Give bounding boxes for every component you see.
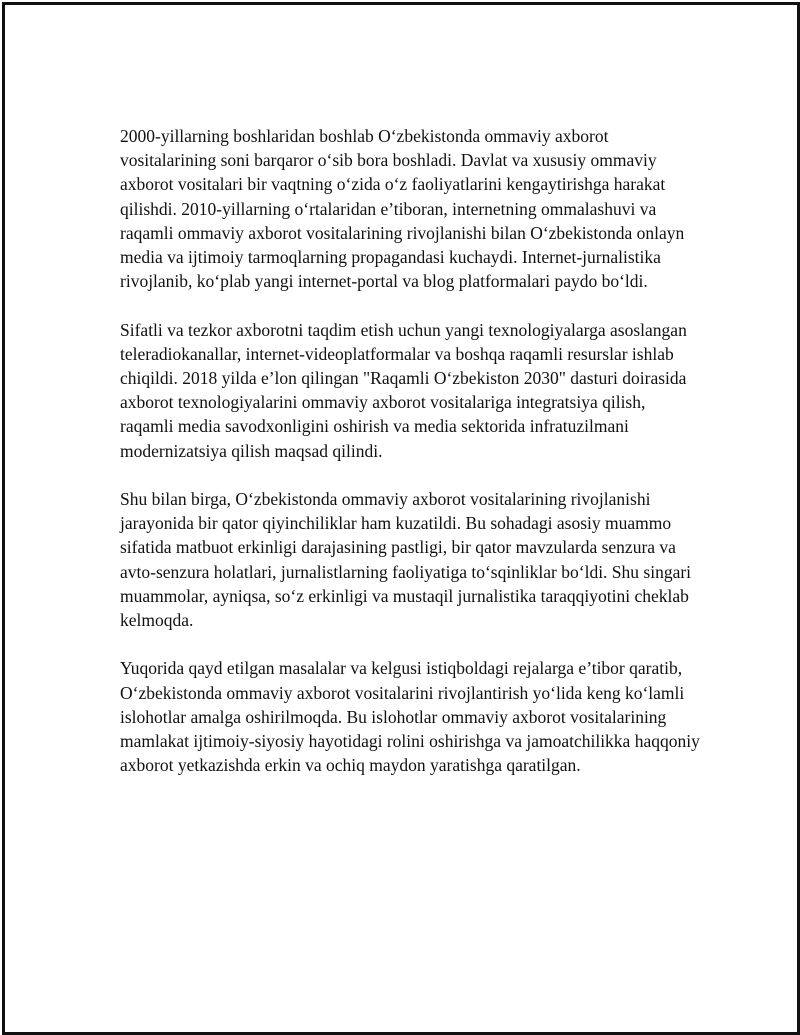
document-body — [120, 124, 700, 802]
paragraph-4: Yuqorida qayd etilgan masalalar va kelgusi istiqboldagi rejalarga e’tibor qaratib, O‘zbekistonda ommaviy axborot vositalarini rivojlantirish yo‘lida keng ko‘lamli islohotlar amalga oshirilmoqda. Bu islohotlar ommaviy axborot vositalarining mamlakat ijtimoiy-siyosiy hayotidagi rolini oshirishga va jamoatchilikka haqqoniy axborot yetkazishda erkin va ochiq maydon yaratishga qaratilgan. — [120, 658, 700, 776]
page-frame — [2, 2, 800, 1035]
paragraph-2: Sifatli va tezkor axborotni taqdim etish uchun yangi texnologiyalarga asoslangan teleradiokanallar, internet-videoplatformalar va boshqa raqamli resurslar ishlab chiqildi. 2018 yilda e’lon qilingan "Raqamli O‘zbekiston 2030" dasturi doirasida axborot texnologiyalarini ommaviy axborot vositalariga integratsiya qilish, raqamli media savodxonligini oshirish va media sektorida infratuzilmani modernizatsiya qilish maqsad qilindi. — [120, 319, 687, 461]
paragraph-3: Shu bilan birga, O‘zbekistonda ommaviy axborot vositalarining rivojlanishi jarayonida bir qator qiyinchiliklar ham kuzatildi. Bu sohadagi asosiy muammo sifatida matbuot erkinligi darajasining pastligi, bir qator mavzularda senzura va avto-senzura holatlari, jurnalistlarning faoliyatiga to‘sqinliklar bo‘ldi. Shu singari muammolar, ayniqsa, so‘z erkinligi va mustaqil jurnalistika taraqqiyotini cheklab kelmoqda. — [120, 489, 692, 631]
paragraph-1: 2000-yillarning boshlaridan boshlab O‘zbekistonda ommaviy axborot vositalarining soni barqaror o‘sib bora boshladi. Davlat va xususiy ommaviy axborot vositalari bir vaqtning o‘zida o‘z faoliyatlarini kengaytirishga harakat qilishdi. 2010-yillarning o‘rtalaridan e’tiboran, internetning ommalashuvi va raqamli ommaviy axborot vositalarining rivojlanishi bilan O‘zbekistonda onlayn media va ijtimoiy tarmoqlarning propagandasi kuchaydi. Internet-jurnalistika rivojlanib, ko‘plab yangi internet-portal va blog platformalari paydo bo‘ldi. — [120, 126, 685, 292]
